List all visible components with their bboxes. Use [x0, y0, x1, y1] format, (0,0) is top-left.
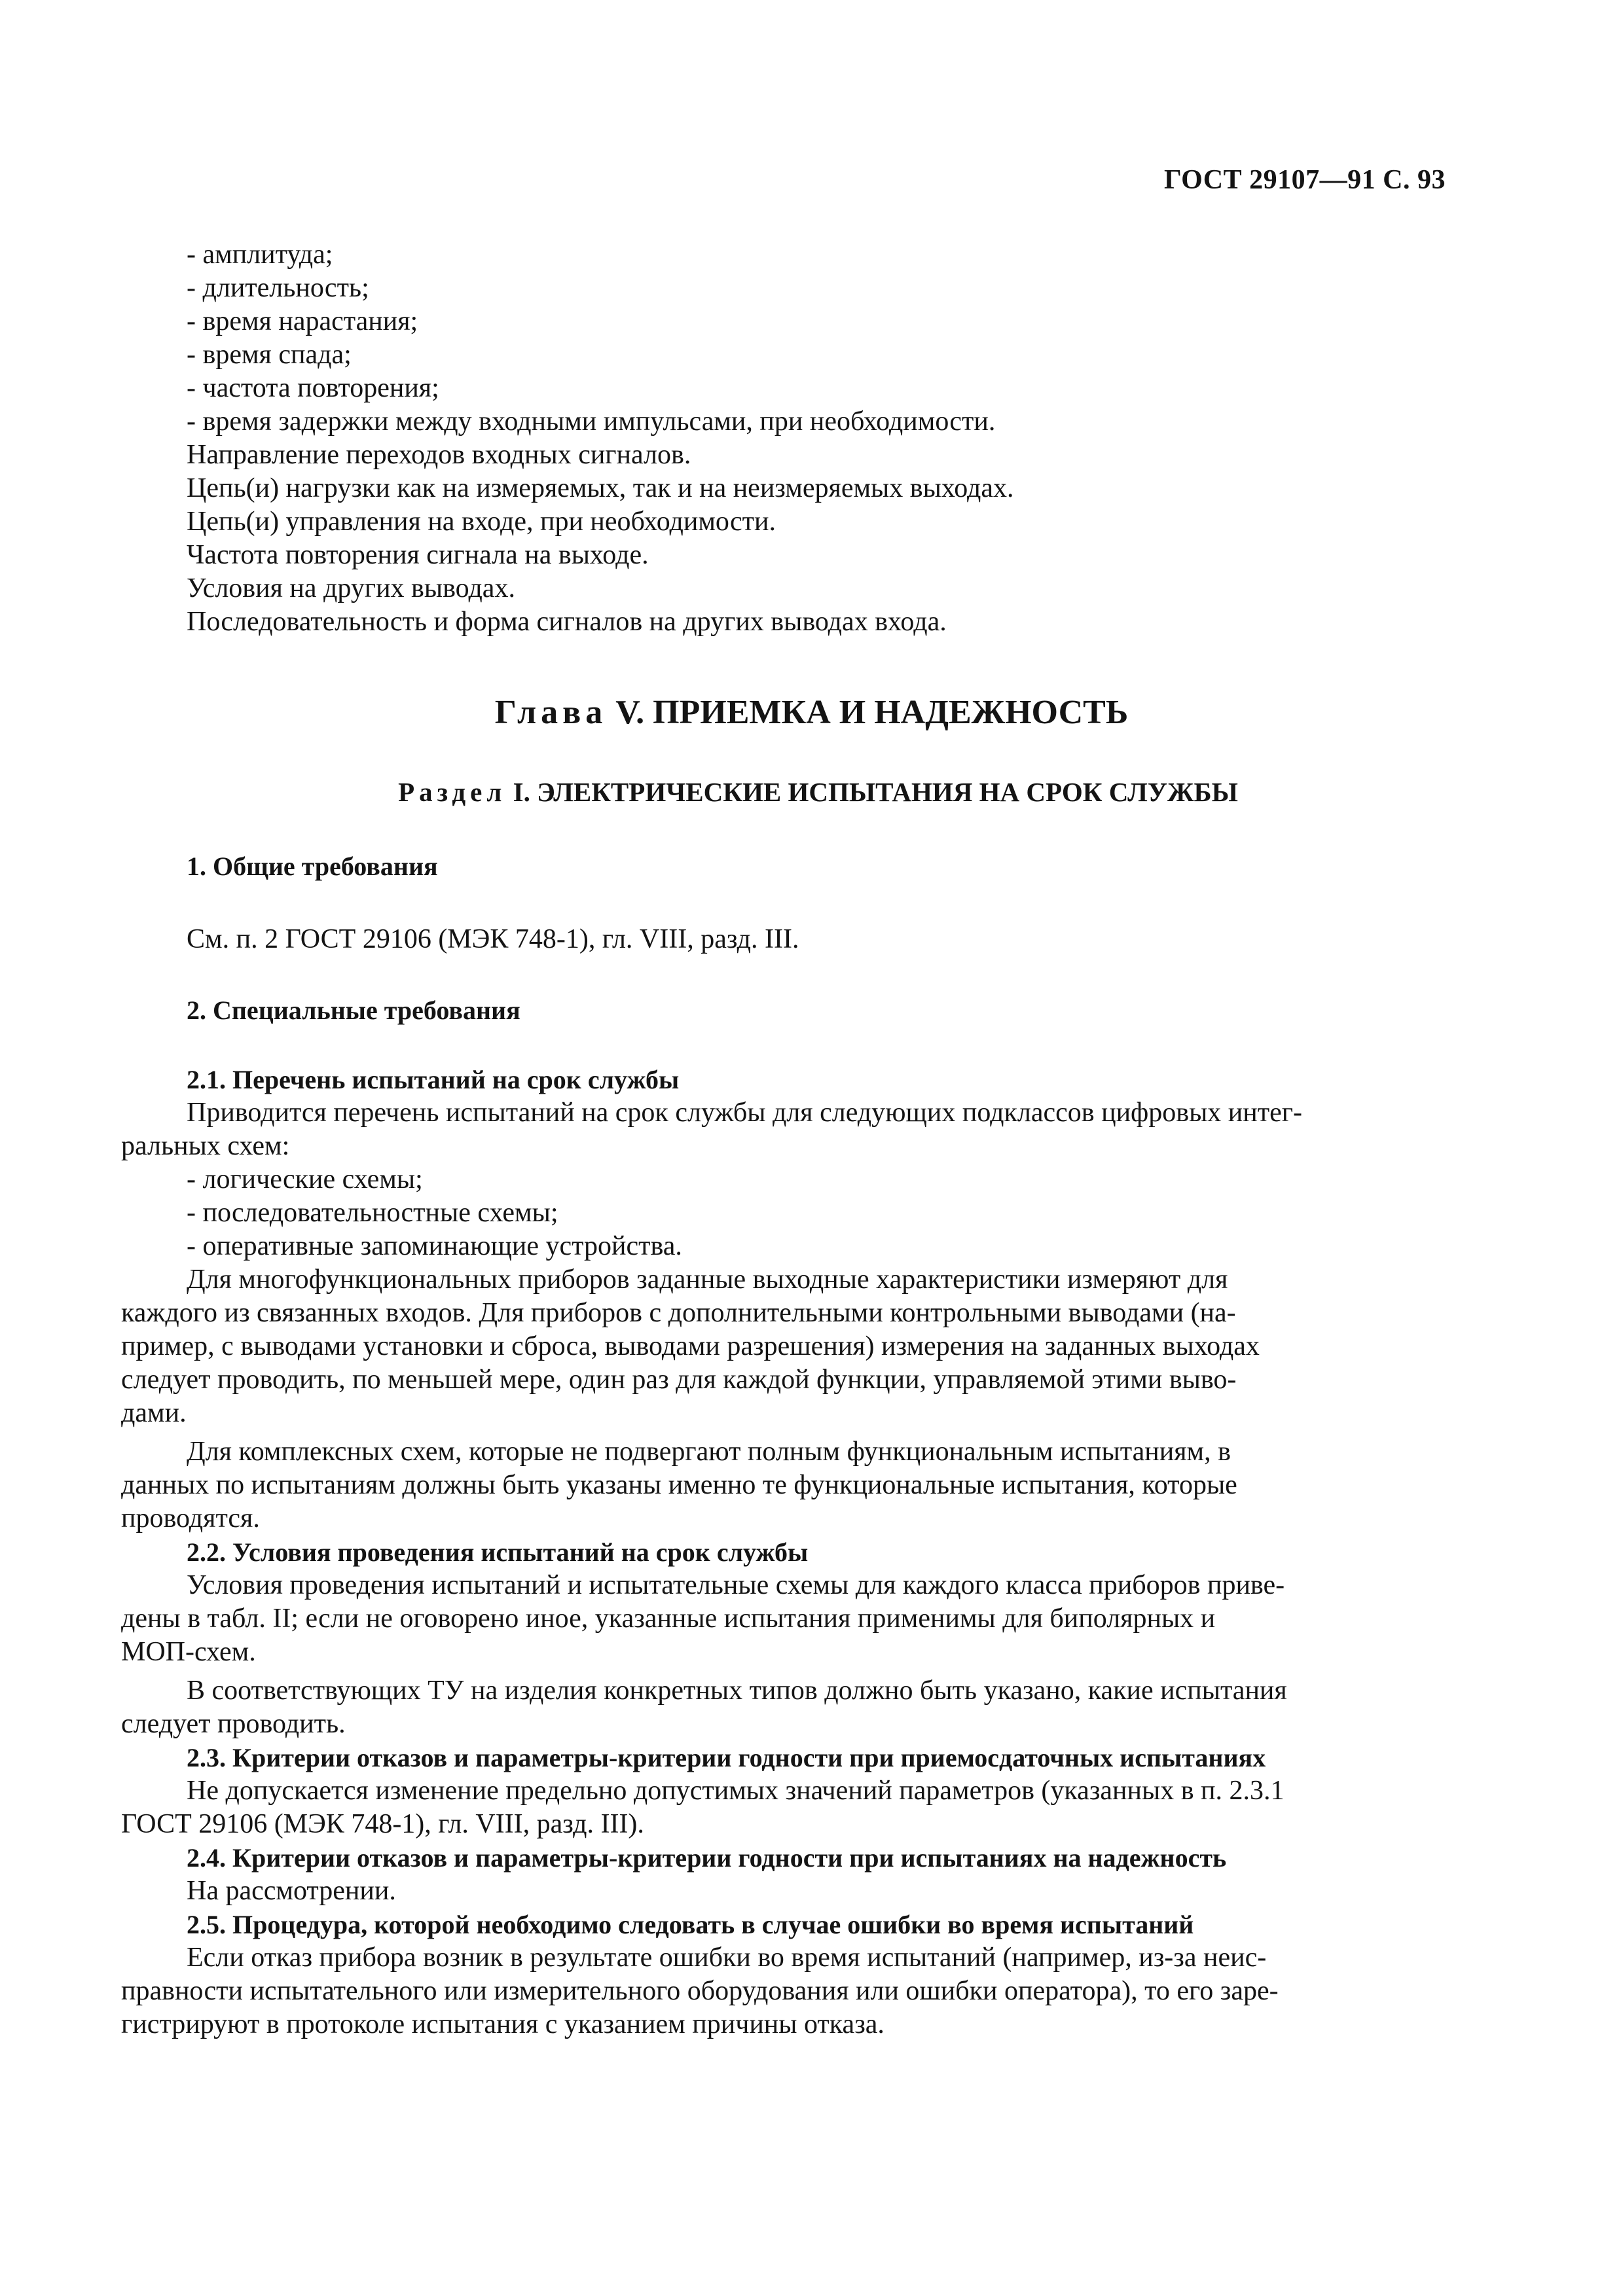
list-item: - время нарастания; — [187, 306, 418, 336]
page-header: ГОСТ 29107—91 С. 93 — [1163, 165, 1446, 195]
s23-heading: 2.3. Критерии отказов и параметры-критерии годности при приемосдаточных испытаниях — [187, 1743, 1266, 1772]
list-item: - последовательностные схемы; — [187, 1198, 558, 1228]
list-item: Условия на других выводах. — [187, 573, 515, 603]
s21-p1-line: Приводится перечень испытаний на срок службы для следующих подклассов цифровых интег- — [187, 1098, 1302, 1128]
chapter-title: V. ПРИЕМКА И НАДЕЖНОСТЬ — [615, 694, 1129, 731]
s21-p3-line: Для комплексных схем, которые не подвергают полным функциональным испытаниям, в — [187, 1437, 1231, 1467]
s25-p1-line: правности испытательного или измерительного оборудования или ошибки оператора), то его заре- — [121, 1976, 1279, 2006]
list-item: Частота повторения сигнала на выходе. — [187, 540, 649, 570]
s21-p2-line: следует проводить, по меньшей мере, один раз для каждой функции, управляемой этими выво- — [121, 1365, 1237, 1395]
s23-p1-line: Не допускается изменение предельно допустимых значений параметров (указанных в п. 2.3.1 — [187, 1776, 1285, 1806]
list-item: - логические схемы; — [187, 1164, 423, 1194]
list-item: Цепь(и) нагрузки как на измеряемых, так и на неизмеряемых выходах. — [187, 473, 1014, 503]
s21-p3-line: данных по испытаниям должны быть указаны именно те функциональные испытания, которые — [121, 1470, 1237, 1500]
section-prefix: Раздел — [398, 777, 507, 807]
s23-p1-line: ГОСТ 29106 (МЭК 748-1), гл. VIII, разд. III). — [121, 1809, 644, 1839]
s2-heading: 2. Специальные требования — [187, 996, 520, 1025]
s22-heading: 2.2. Условия проведения испытаний на срок службы — [187, 1537, 809, 1567]
s21-p1-line: ральных схем: — [121, 1131, 290, 1161]
top-list — [187, 238, 1450, 639]
section-title: I. ЭЛЕКТРИЧЕСКИЕ ИСПЫТАНИЯ НА СРОК СЛУЖБЫ — [513, 777, 1238, 807]
s21-p2-line: каждого из связанных входов. Для приборов с дополнительными контрольными выводами (на- — [121, 1298, 1236, 1328]
s21-p2-line: пример, с выводами установки и сброса, выводами разрешения) измерения на заданных выходах — [121, 1331, 1260, 1361]
s25-p1-line: Если отказ прибора возник в результате ошибки во время испытаний (например, из-за неис- — [187, 1943, 1267, 1973]
s21-p3-line: проводятся. — [121, 1503, 260, 1534]
s1-heading: 1. Общие требования — [187, 852, 438, 881]
s24-text: На рассмотрении. — [187, 1876, 396, 1906]
s21-heading: 2.1. Перечень испытаний на срок службы — [187, 1065, 680, 1094]
s22-p1-line: МОП-схем. — [121, 1637, 256, 1667]
s21-p2-line: дами. — [121, 1398, 187, 1428]
section-heading — [0, 776, 1623, 809]
s21 — [121, 1063, 1450, 2041]
s24-heading: 2.4. Критерии отказов и параметры-критерии годности при испытаниях на надежность — [187, 1843, 1227, 1873]
chapter-prefix: Глава — [494, 694, 608, 731]
s21-p2-line: Для многофункциональных приборов заданные выходные характеристики измеряют для — [187, 1265, 1228, 1295]
list-item: Последовательность и форма сигналов на других выводах входа. — [187, 607, 947, 637]
s22-p1-line: дены в табл. II; если не оговорено иное, указанные испытания применимы для биполярных и — [121, 1604, 1216, 1634]
s25-p1-line: гистрируют в протоколе испытания с указанием причины отказа. — [121, 2009, 884, 2039]
list-item: - частота повторения; — [187, 373, 439, 403]
list-item: Цепь(и) управления на входе, при необходимости. — [187, 507, 776, 537]
s22-p2-line: В соответствующих ТУ на изделия конкретных типов должно быть указано, какие испытания — [187, 1676, 1287, 1706]
s22-p1-line: Условия проведения испытаний и испытательные схемы для каждого класса приборов приве- — [187, 1570, 1285, 1600]
chapter-heading — [0, 696, 1623, 729]
s1-text: См. п. 2 ГОСТ 29106 (МЭК 748-1), гл. VIII, разд. III. — [187, 924, 799, 954]
s22-p2-line: следует проводить. — [121, 1709, 346, 1739]
list-item: - оперативные запоминающие устройства. — [187, 1231, 682, 1261]
list-item: - длительность; — [187, 273, 369, 303]
s25-heading: 2.5. Процедура, которой необходимо следовать в случае ошибки во время испытаний — [187, 1910, 1194, 1939]
list-item: - время задержки между входными импульсами, при необходимости. — [187, 406, 996, 437]
list-item: - время спада; — [187, 340, 352, 370]
list-item: Направление переходов входных сигналов. — [187, 440, 691, 470]
list-item: - амплитуда; — [187, 240, 333, 270]
